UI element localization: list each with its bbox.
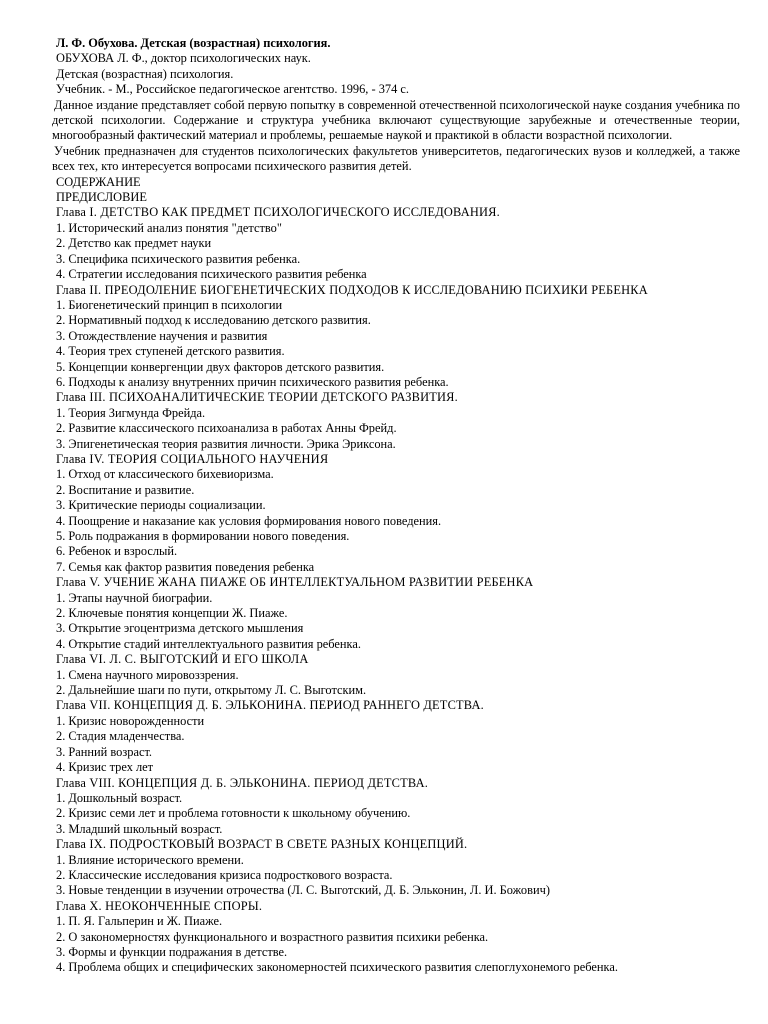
toc-chapter-title: Глава IV. ТЕОРИЯ СОЦИАЛЬНОГО НАУЧЕНИЯ — [56, 451, 329, 466]
toc-item: 3. Младший школьный возраст. — [56, 821, 223, 836]
toc-preface: ПРЕДИСЛОВИЕ — [56, 190, 147, 205]
toc-chapter-title: Глава VII. КОНЦЕПЦИЯ Д. Б. ЭЛЬКОНИНА. ПЕРИОД РАННЕГО ДЕТСТВА. — [56, 698, 484, 713]
toc-item: 4. Стратегии исследования психического развития ребенка — [56, 267, 367, 282]
toc-heading: СОДЕРЖАНИЕ — [56, 174, 141, 189]
toc-chapters — [56, 205, 740, 975]
toc-item: 3. Открытие эгоцентризма детского мышления — [56, 621, 304, 636]
book-title: Л. Ф. Обухова. Детская (возрастная) психология. — [56, 36, 331, 50]
toc-chapter-title: Глава V. УЧЕНИЕ ЖАНА ПИАЖЕ ОБ ИНТЕЛЛЕКТУАЛЬНОМ РАЗВИТИИ РЕБЕНКА — [56, 575, 534, 590]
toc-item: 6. Ребенок и взрослый. — [56, 544, 178, 559]
toc-chapter-title: Глава III. ПСИХОАНАЛИТИЧЕСКИЕ ТЕОРИИ ДЕТСКОГО РАЗВИТИЯ. — [56, 390, 458, 405]
toc-item: 1. Этапы научной биографии. — [56, 590, 213, 605]
description-paragraph-2: Учебник предназначен для студентов психологических факультетов университетов, педагогических вузов и колледжей, а также всех тех, кто интересуется вопросами психического развития детей. — [52, 143, 740, 174]
toc-item: 2. Нормативный подход к исследованию детского развития. — [56, 313, 371, 328]
toc-item: 1. Влияние исторического времени. — [56, 852, 244, 867]
toc-item: 4. Поощрение и наказание как условия формирования нового поведения. — [56, 513, 442, 528]
toc-item: 1. Теория Зигмунда Фрейда. — [56, 405, 206, 420]
toc-item: 2. Классические исследования кризиса подросткового возраста. — [56, 867, 393, 882]
toc-item: 3. Формы и функции подражания в детстве. — [56, 944, 288, 959]
toc-item: 1. Исторический анализ понятия "детство" — [56, 220, 282, 235]
toc-item: 1. П. Я. Гальперин и Ж. Пиаже. — [56, 914, 223, 929]
toc-item: 4. Открытие стадий интеллектуального развития ребенка. — [56, 636, 361, 651]
toc-item: 6. Подходы к анализу внутренних причин психического развития ребенка. — [56, 374, 449, 389]
toc-item: 3. Ранний возраст. — [56, 744, 153, 759]
toc-item: 3. Критические периоды социализации. — [56, 498, 266, 513]
toc-item: 2. Кризис семи лет и проблема готовности к школьному обучению. — [56, 806, 411, 821]
toc-item: 5. Концепции конвергенции двух факторов детского развития. — [56, 359, 385, 374]
toc-item: 1. Дошкольный возраст. — [56, 790, 183, 805]
toc-item: 3. Новые тенденции в изучении отрочества (Л. С. Выготский, Д. Б. Эльконин, Л. И. Божович) — [56, 883, 550, 898]
toc-item: 2. Ключевые понятия концепции Ж. Пиаже. — [56, 606, 288, 621]
toc-item: 1. Кризис новорожденности — [56, 713, 205, 728]
toc-chapter-title: Глава I. ДЕТСТВО КАК ПРЕДМЕТ ПСИХОЛОГИЧЕСКОГО ИССЛЕДОВАНИЯ. — [56, 205, 500, 220]
publisher-line: Учебник. - М., Российское педагогическое агентство. 1996, - 374 с. — [56, 82, 409, 97]
toc-item: 2. Воспитание и развитие. — [56, 482, 195, 497]
toc-item: 4. Проблема общих и специфических закономерностей психического развития слепоглухонемого ребенка. — [56, 960, 618, 975]
toc-item: 4. Кризис трех лет — [56, 760, 154, 775]
toc-item: 3. Эпигенетическая теория развития личности. Эрика Эриксона. — [56, 436, 396, 451]
description-paragraph-1: Данное издание представляет собой первую попытку в современной отечественной психологической науке создания учебника по детской психологии. Содержание и структура учебника включают существующие зарубежные и отечественные теории, многообразный фактический материал и проблемы, решаемые наукой и практикой в области возрастной психологии. — [52, 97, 740, 143]
toc-item: 2. Развитие классического психоанализа в работах Анны Фрейд. — [56, 421, 397, 436]
toc-item: 1. Смена научного мировоззрения. — [56, 667, 239, 682]
toc-item: 2. Дальнейшие шаги по пути, открытому Л. С. Выготским. — [56, 683, 367, 698]
toc-item: 2. Детство как предмет науки — [56, 236, 212, 251]
toc-item: 2. О закономерностях функционального и возрастного развития психики ребенка. — [56, 929, 489, 944]
toc-item: 7. Семья как фактор развития поведения ребенка — [56, 559, 315, 574]
toc-chapter-title: Глава VIII. КОНЦЕПЦИЯ Д. Б. ЭЛЬКОНИНА. ПЕРИОД ДЕТСТВА. — [56, 775, 429, 790]
subject-line: Детская (возрастная) психология. — [56, 66, 234, 81]
toc-chapter-title: Глава VI. Л. С. ВЫГОТСКИЙ И ЕГО ШКОЛА — [56, 652, 309, 667]
author-line: ОБУХОВА Л. Ф., доктор психологических наук. — [56, 51, 311, 66]
toc-item: 1. Биогенетический принцип в психологии — [56, 297, 283, 312]
toc-chapter-title: Глава X. НЕОКОНЧЕННЫЕ СПОРЫ. — [56, 898, 263, 913]
toc-item: 3. Специфика психического развития ребенка. — [56, 251, 301, 266]
toc-chapter-title: Глава II. ПРЕОДОЛЕНИЕ БИОГЕНЕТИЧЕСКИХ ПОДХОДОВ К ИССЛЕДОВАНИЮ ПСИХИКИ РЕБЕНКА — [56, 282, 648, 297]
toc-chapter-title: Глава IX. ПОДРОСТКОВЫЙ ВОЗРАСТ В СВЕТЕ РАЗНЫХ КОНЦЕПЦИЙ. — [56, 837, 468, 852]
toc-item: 3. Отождествление научения и развития — [56, 328, 268, 343]
toc-item: 4. Теория трех ступеней детского развития. — [56, 344, 285, 359]
toc-item: 2. Стадия младенчества. — [56, 729, 185, 744]
toc-item: 1. Отход от классического бихевиоризма. — [56, 467, 274, 482]
toc-item: 5. Роль подражания в формировании нового поведения. — [56, 529, 350, 543]
